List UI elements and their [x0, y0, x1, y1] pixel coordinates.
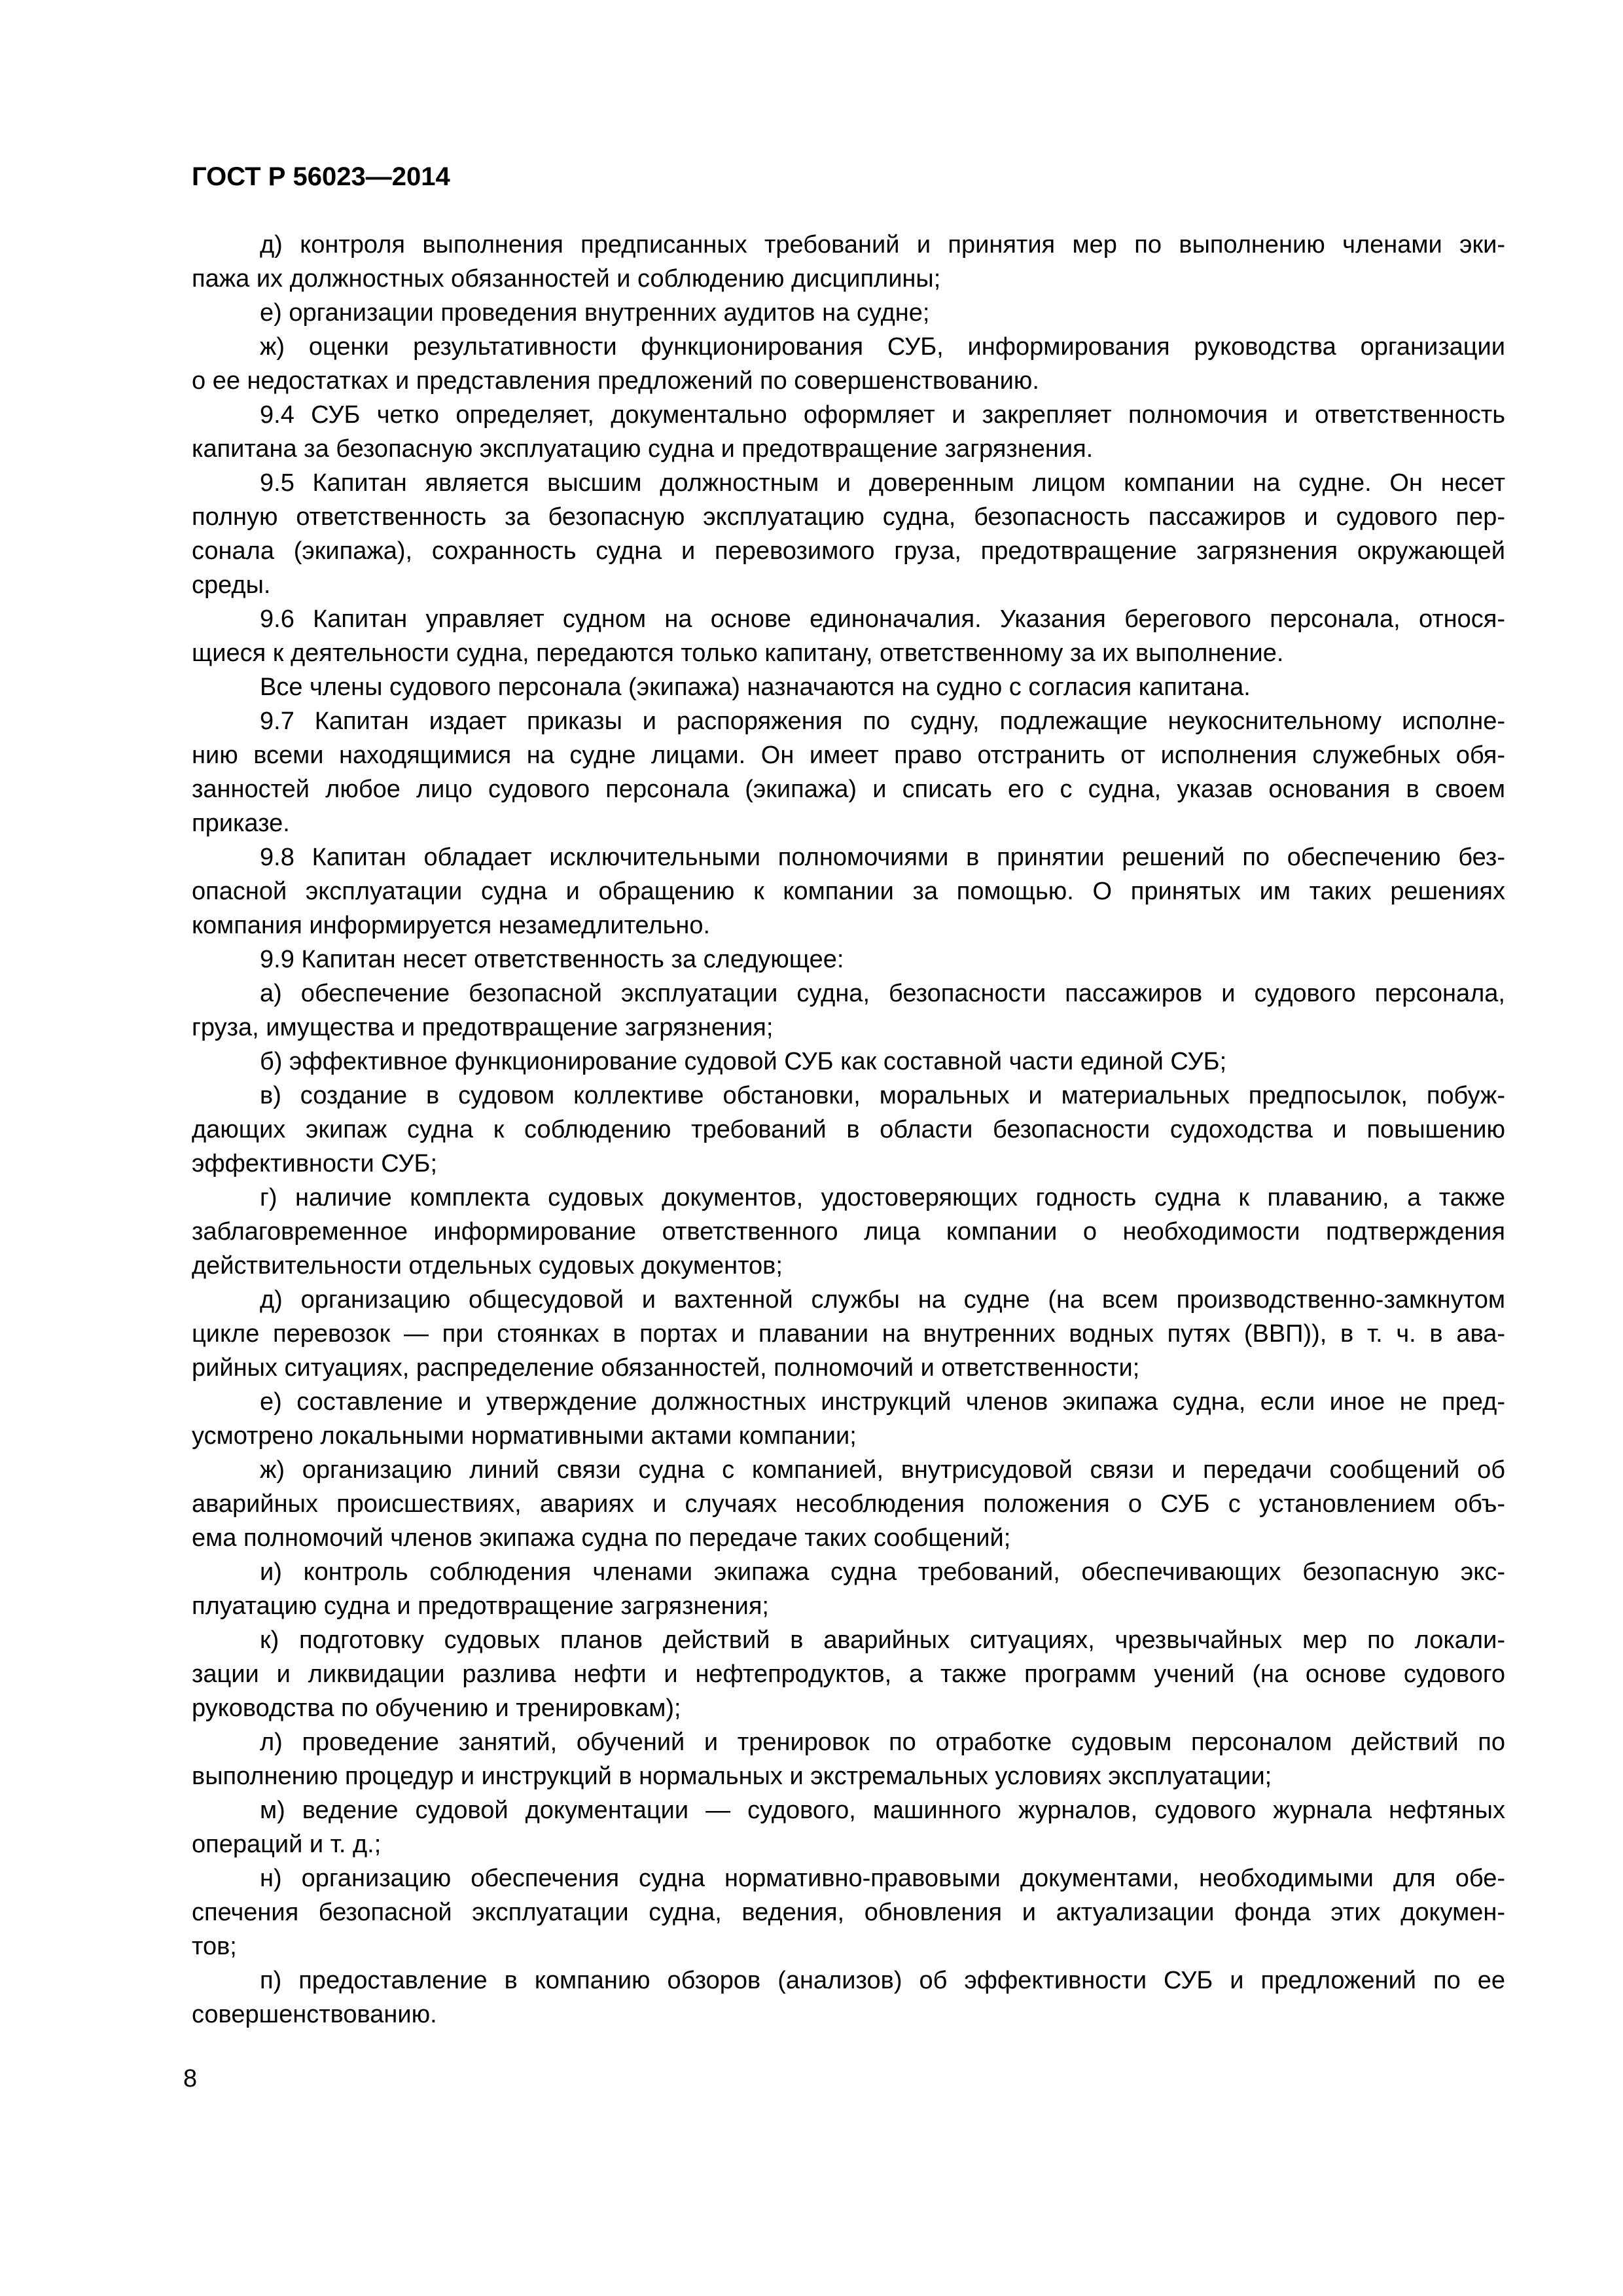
paragraph [192, 1453, 1505, 1555]
text-line: спечения безопасной эксплуатации судна, ведения, обновления и актуализации фонда этих докумен- [192, 1899, 1505, 1926]
text-line: 9.5 Капитан является высшим должностным и доверенным лицом компании на судне. Он несет [260, 469, 1505, 497]
text-line: Все члены судового персонала (экипажа) назначаются на судно с согласия капитана. [260, 673, 1251, 701]
text-line: пажа их должностных обязанностей и соблюдению дисциплины; [192, 265, 941, 293]
text-line: п) предоставление в компанию обзоров (анализов) об эффективности СУБ и предложений по ее [260, 1967, 1505, 1994]
paragraph [192, 1079, 1505, 1181]
text-line: действительности отдельных судовых документов; [192, 1252, 783, 1280]
text-line: опасной эксплуатации судна и обращению к компании за помощью. О принятых им таких решениях [192, 878, 1505, 905]
text-line: сонала (экипажа), сохранность судна и перевозимого груза, предотвращение загрязнения окружающей [192, 537, 1505, 565]
text-line: выполнению процедур и инструкций в нормальных и экстремальных условиях эксплуатации; [192, 1763, 1272, 1790]
text-line: а) обеспечение безопасной эксплуатации судна, безопасности пассажиров и судового персонала, [260, 980, 1505, 1007]
paragraph [192, 704, 1505, 840]
text-line: груза, имущества и предотвращение загрязнения; [192, 1014, 774, 1041]
paragraph [192, 466, 1505, 602]
paragraph [192, 1725, 1505, 1793]
paragraph [192, 977, 1505, 1045]
paragraph [192, 1181, 1505, 1283]
paragraph [192, 1283, 1505, 1385]
text-line: цикле перевозок — при стоянках в портах и плавании на внутренних водных путях (ВВП)), в т. ч. в ава- [192, 1320, 1505, 1348]
text-line: е) составление и утверждение должностных инструкций членов экипажа судна, если иное не пред- [260, 1388, 1505, 1416]
text-line: к) подготовку судовых планов действий в аварийных ситуациях, чрезвычайных мер по локали- [260, 1626, 1505, 1654]
paragraph [192, 670, 1505, 704]
paragraph [192, 840, 1505, 942]
paragraph [192, 602, 1505, 670]
text-line: нию всеми находящимися на судне лицами. Он имеет право отстранить от исполнения служебных обя- [192, 742, 1505, 769]
text-line: приказе. [192, 810, 290, 837]
document-code-header: ГОСТ Р 56023—2014 [192, 162, 450, 191]
text-line: б) эффективное функционирование судовой СУБ как составной части единой СУБ; [260, 1048, 1227, 1075]
text-line: руководства по обучению и тренировкам); [192, 1695, 681, 1722]
text-line: зации и ликвидации разлива нефти и нефтепродуктов, а также программ учений (на основе судового [192, 1660, 1505, 1688]
text-line: среды. [192, 571, 271, 599]
paragraph [192, 228, 1505, 296]
paragraph [192, 296, 1505, 330]
text-line: д) контроля выполнения предписанных требований и принятия мер по выполнению членами эки- [260, 231, 1505, 259]
paragraph [192, 1045, 1505, 1079]
paragraph [192, 330, 1505, 398]
paragraph [192, 1555, 1505, 1623]
text-line: операций и т. д.; [192, 1831, 382, 1858]
text-line: ж) оценки результативности функционирования СУБ, информирования руководства организации [260, 333, 1505, 361]
paragraph [192, 1793, 1505, 1861]
text-line: о ее недостатках и представления предложений по совершенствованию. [192, 367, 1039, 395]
text-line: совершенствованию. [192, 2001, 437, 2028]
text-line: компания информируется незамедлительно. [192, 912, 711, 939]
text-line: и) контроль соблюдения членами экипажа судна требований, обеспечивающих безопасную экс- [260, 1558, 1505, 1586]
text-line: полную ответственность за безопасную эксплуатацию судна, безопасность пассажиров и судового пер- [192, 503, 1505, 531]
text-line: м) ведение судовой документации — судового, машинного журналов, судового журнала нефтяных [260, 1797, 1505, 1824]
text-line: 9.8 Капитан обладает исключительными полномочиями в принятии решений по обеспечению без- [260, 844, 1505, 871]
text-line: 9.4 СУБ четко определяет, документально оформляет и закрепляет полномочия и ответственность [260, 401, 1505, 429]
text-line: д) организацию общесудовой и вахтенной службы на судне (на всем производственно-замкнутом [260, 1286, 1505, 1314]
text-line: н) организацию обеспечения судна нормативно-правовыми документами, необходимыми для обе- [260, 1865, 1505, 1892]
paragraph [192, 1861, 1505, 1964]
text-line: ема полномочий членов экипажа судна по передаче таких сообщений; [192, 1524, 1011, 1552]
text-line: л) проведение занятий, обучений и тренировок по отработке судовым персоналом действий по [260, 1729, 1505, 1756]
text-line: ж) организацию линий связи судна с компанией, внутрисудовой связи и передачи сообщений об [260, 1456, 1505, 1484]
text-line: заблаговременное информирование ответственного лица компании о необходимости подтверждения [192, 1218, 1505, 1246]
text-line: аварийных происшествиях, авариях и случаях несоблюдения положения о СУБ с установлением объ- [192, 1490, 1505, 1518]
text-line: рийных ситуациях, распределение обязанностей, полномочий и ответственности; [192, 1354, 1140, 1382]
text-line: дающих экипаж судна к соблюдению требований в области безопасности судоходства и повышению [192, 1116, 1505, 1143]
text-line: усмотрено локальными нормативными актами компании; [192, 1422, 857, 1450]
text-line: занностей любое лицо судового персонала (экипажа) и списать его с судна, указав основания в своем [192, 776, 1505, 803]
paragraph [192, 1964, 1505, 2032]
text-line: щиеся к деятельности судна, передаются только капитану, ответственному за их выполнение. [192, 639, 1284, 667]
text-line: тов; [192, 1933, 237, 1960]
text-line: е) организации проведения внутренних аудитов на судне; [260, 299, 930, 327]
page-number: 8 [183, 2065, 198, 2092]
text-line: плуатацию судна и предотвращение загрязнения; [192, 1592, 769, 1620]
text-line: эффективности СУБ; [192, 1150, 438, 1177]
paragraph [192, 1385, 1505, 1453]
text-line: г) наличие комплекта судовых документов, удостоверяющих годность судна к плаванию, а также [260, 1184, 1505, 1211]
text-line: капитана за безопасную эксплуатацию судна и предотвращение загрязнения. [192, 435, 1094, 463]
paragraph [192, 398, 1505, 466]
text-line: 9.6 Капитан управляет судном на основе единоначалия. Указания берегового персонала, относя- [260, 605, 1505, 633]
document-body [192, 228, 1505, 2032]
paragraph [192, 1623, 1505, 1725]
paragraph [192, 942, 1505, 977]
text-line: в) создание в судовом коллективе обстановки, моральных и материальных предпосылок, побуж- [260, 1082, 1505, 1109]
text-line: 9.7 Капитан издает приказы и распоряжения по судну, подлежащие неукоснительному исполне- [260, 708, 1505, 735]
text-line: 9.9 Капитан несет ответственность за следующее: [260, 946, 844, 973]
